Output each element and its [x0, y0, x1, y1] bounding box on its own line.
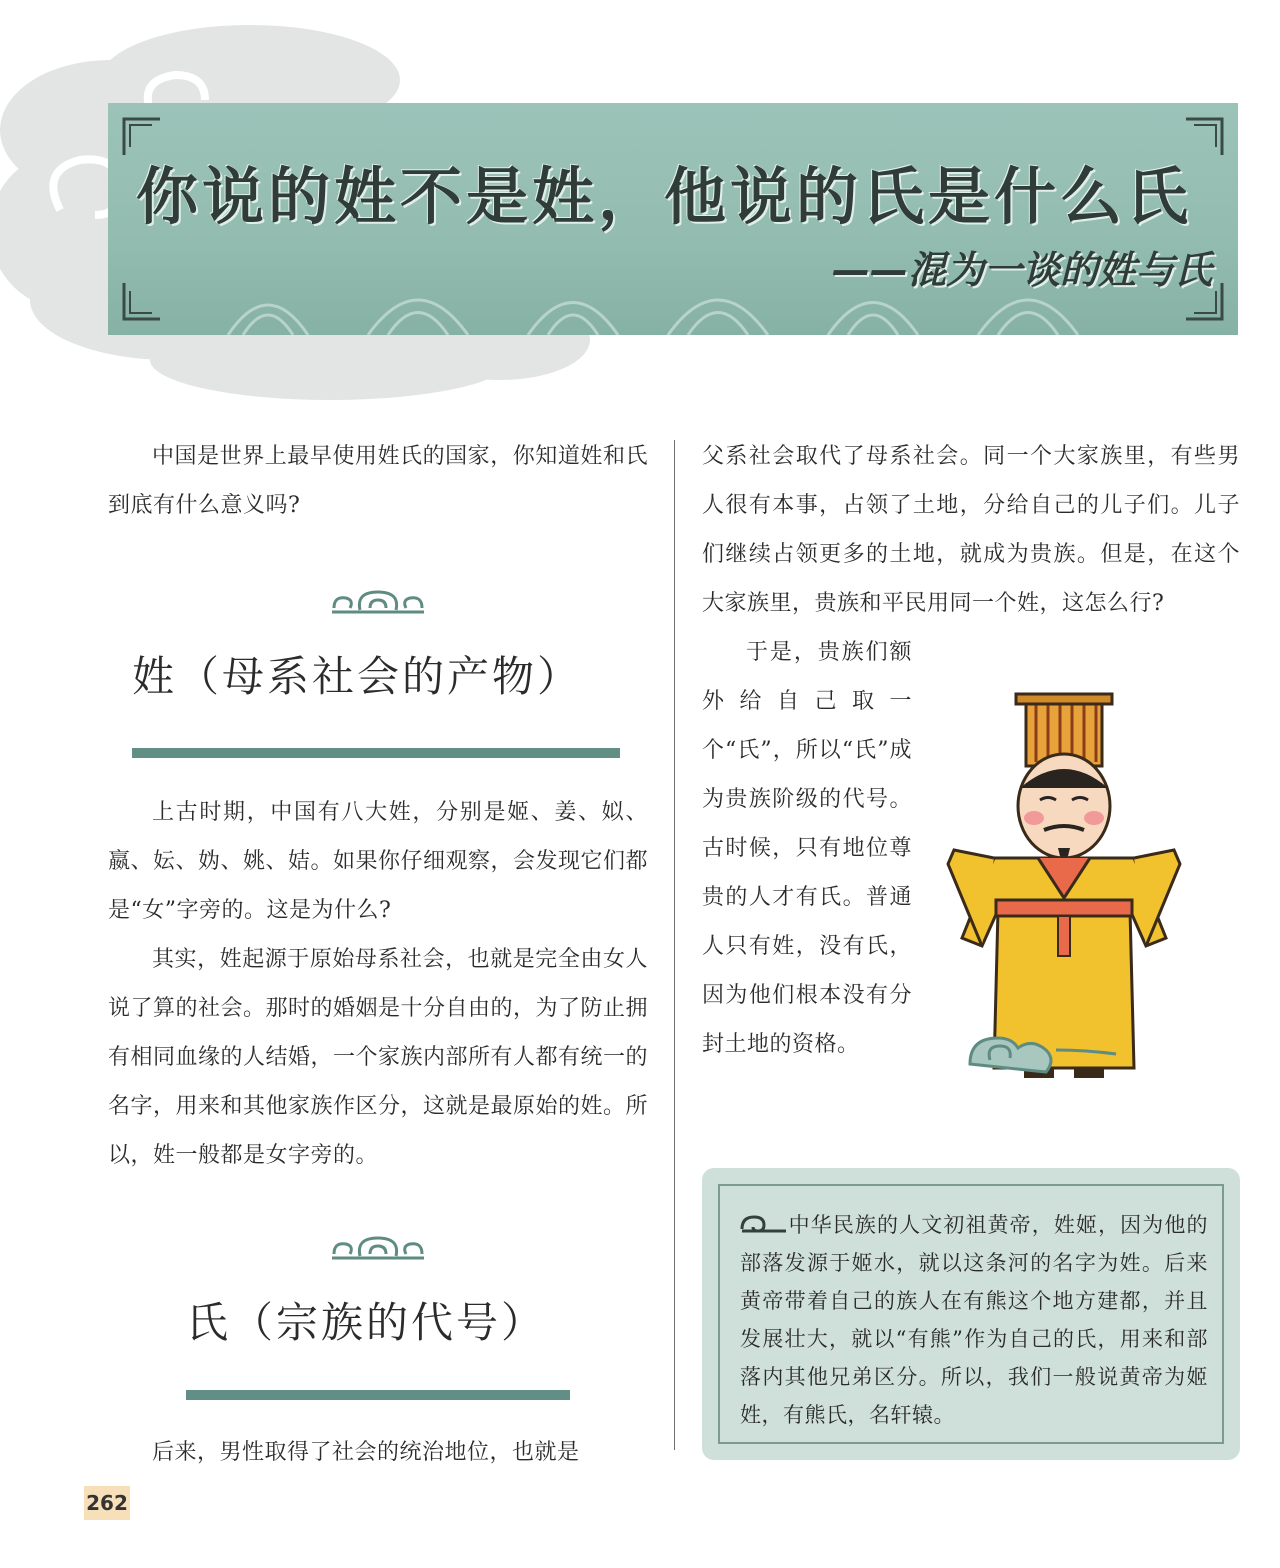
paragraph-patriarchal-start: 后来，男性取得了社会的统治地位，也就是 [152, 1440, 580, 1465]
paragraph-patriarchal-continued: 父系社会取代了母系社会。同一个大家族里，有些男人很有本事，占领了土地，分给自己的儿子们。儿子们继续占领更多的土地，就成为贵族。但是，在这个大家族里，贵族和平民用同一个姓，这怎么行? [702, 444, 1240, 616]
left-column [108, 432, 648, 1477]
corner-ornament-icon [122, 281, 162, 321]
heading-underline [186, 1390, 570, 1400]
page-number: 262 [84, 1486, 130, 1520]
intro-paragraph: 中国是世界上最早使用姓氏的国家，你知道姓和氏到底有什么意义吗? [108, 444, 648, 518]
info-box-text: 中华民族的人文初祖黄帝，姓姬，因为他的部落发源于姬水，就以这条河的名字为姓。后来黄帝带着自己的族人在有熊这个地方建都，并且发展壮大，就以“有熊”作为自己的氏，用来和部落内其他兄弟区分。所以，我们一般说黄帝为姬姓，有熊氏，名轩辕。 [740, 1213, 1208, 1427]
cloud-icon [740, 1213, 788, 1235]
title-banner [108, 103, 1238, 335]
info-box [702, 1168, 1240, 1460]
info-box-paragraph [740, 1206, 1208, 1434]
cloud-ornament-icon [330, 1228, 426, 1268]
column-divider [674, 440, 675, 1450]
heading-xing: 姓（母系社会的产物） [132, 652, 583, 701]
heading-shi: 氏（宗族的代号） [186, 1298, 547, 1347]
page-subtitle: ——混为一谈的姓与氏 [831, 248, 1212, 292]
emperor-illustration [934, 688, 1194, 1098]
paragraph-eight-surnames: 上古时期，中国有八大姓，分别是姬、姜、姒、嬴、妘、妫、姚、姞。如果你仔细观察，会发现它们都是“女”字旁的。这是为什么? [108, 800, 649, 923]
cloud-ornament-icon [330, 582, 426, 622]
info-box-frame [718, 1184, 1224, 1444]
paragraph-matriarchal: 其实，姓起源于原始母系社会，也就是完全由女人说了算的社会。那时的婚姻是十分自由的，为了防止拥有相同血缘的人结婚，一个家族内部所有人都有统一的名字，用来和其他家族作区分，这就是最原始的姓。所以，姓一般都是女字旁的。 [108, 947, 649, 1168]
heading-underline [132, 748, 620, 758]
paragraph-nobility: 于是，贵族们额外给自己取一个“氏”，所以“氏”成为贵族阶级的代号。古时候，只有地位尊贵的人才有氏。普通人只有姓，没有氏，因为他们根本没有分封土地的资格。 [702, 640, 912, 1057]
page-title: 你说的姓不是姓，他说的氏是什么氏 [136, 160, 1193, 233]
